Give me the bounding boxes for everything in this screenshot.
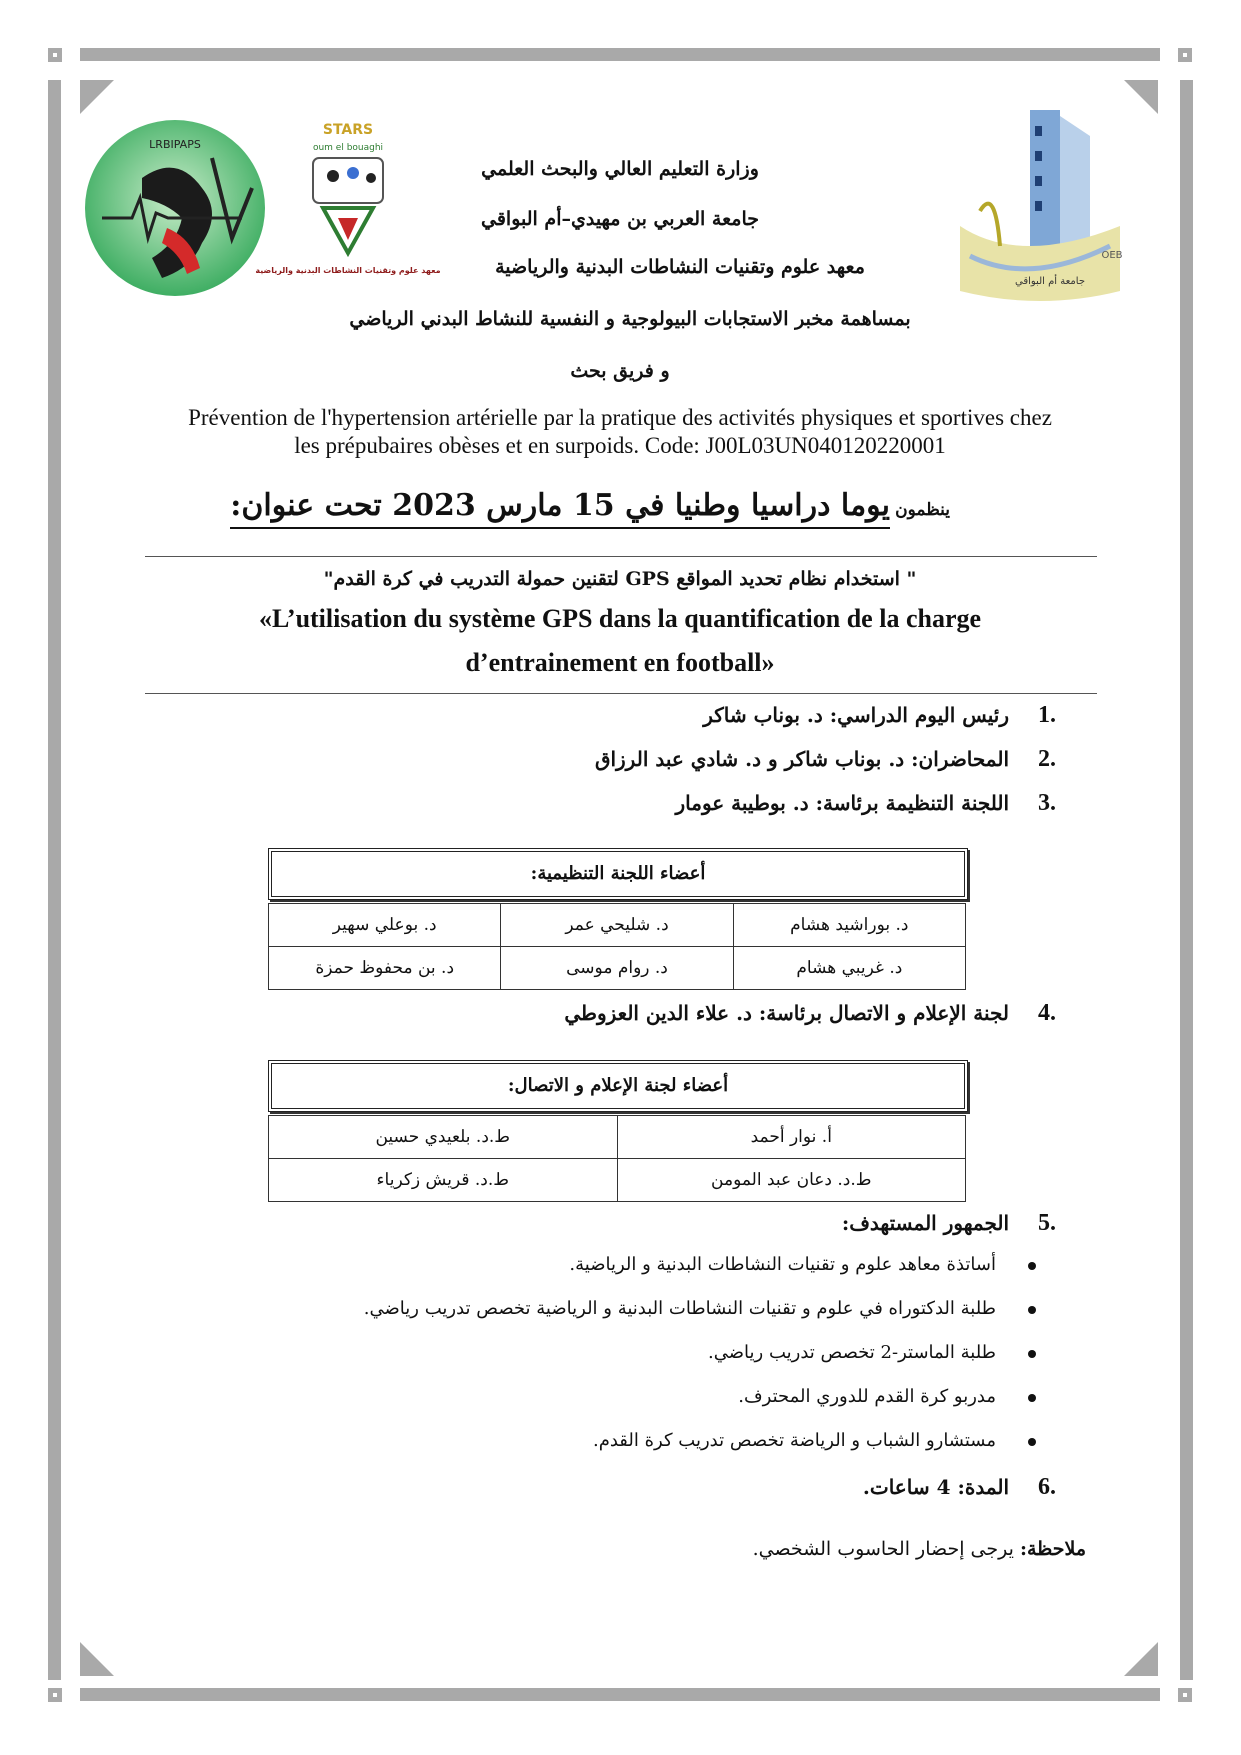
item-4: .4 لجنة الإعلام و الاتصال برئاسة: د. علاء الدين العزوطي [564, 1000, 1056, 1026]
org-committee-heading: أعضاء اللجنة التنظيمية: [268, 848, 968, 900]
table-row [269, 947, 966, 990]
item-1-label: رئيس اليوم الدراسي: [829, 703, 1010, 727]
frame-triangle-bl [80, 1642, 114, 1676]
title-rule-bottom [145, 693, 1097, 694]
institute-logo-top: STARS [322, 122, 374, 138]
frame-triangle-br [1124, 1642, 1158, 1676]
bullet-icon [1028, 1306, 1036, 1314]
item-5: .5 الجمهور المستهدف: [841, 1210, 1056, 1236]
title-rule-top [145, 556, 1097, 557]
table-cell: أ. نوار أحمد [617, 1116, 966, 1159]
lab-logo [82, 118, 268, 298]
item-5-label: الجمهور المستهدف: [841, 1211, 1010, 1235]
bullet-icon [1028, 1350, 1036, 1358]
title-french-2: d’entrainement en football» [465, 648, 775, 677]
list-item: طلبة الدكتوراه في علوم و تقنيات النشاطات البدنية و الرياضية تخصص تدريب رياضي. [364, 1298, 996, 1319]
list-item: مدربو كرة القدم للدوري المحترف. [738, 1386, 996, 1407]
frame-triangle-tl [80, 80, 114, 114]
announcement-prefix: ينظمون [895, 500, 950, 520]
institute-logo-sub: oum el bouaghi [312, 143, 384, 153]
item-2-value: د. بوناب شاكر و د. شادي عبد الرزاق [594, 747, 905, 771]
list-item: طلبة الماستر-2 تخصص تدريب رياضي. [708, 1342, 996, 1363]
frame-top [80, 48, 1160, 61]
university-logo-sub: OEB [1101, 250, 1123, 261]
table-cell: ط.د. قريش زكرياء [269, 1159, 618, 1202]
institute-name: معهد علوم وتقنيات النشاطات البدنية والرياضية [495, 256, 865, 278]
item-4-value: د. علاء الدين العزوطي [564, 1001, 752, 1025]
institute-logo-bottom: معهد علوم وتقنيات النشاطات البدنية والرياضية [255, 266, 441, 275]
frame-left [48, 80, 61, 1680]
bullet-icon [1028, 1262, 1036, 1270]
bullet-icon [1028, 1394, 1036, 1402]
note [753, 1538, 1086, 1560]
item-2: .2 المحاضران: د. بوناب شاكر و د. شادي عبد الرزاق [594, 746, 1056, 772]
frame-right [1180, 80, 1193, 1680]
table-row [269, 1116, 966, 1159]
announcement-main: يوما دراسيا وطنيا في 15 مارس 2023 تحت عنوان: [230, 488, 890, 529]
table-row [269, 904, 966, 947]
item-6: .6 المدة: 4 ساعات. [862, 1474, 1056, 1500]
item-2-label: المحاضران: [911, 747, 1010, 771]
org-committee-table [268, 903, 966, 990]
item-6-value: 4 ساعات. [862, 1475, 951, 1499]
university-logo [940, 106, 1140, 311]
project-line-2: les prépubaires obèses et en surpoids. Code: J00L03UN040120220001 [294, 433, 946, 458]
table-cell: ط.د. دعان عبد المومن [617, 1159, 966, 1202]
frame-bottom [80, 1688, 1160, 1701]
item-3-value: د. بوطيبة عومار [675, 791, 809, 815]
research-team: و فريق بحث [570, 360, 670, 382]
lab-logo-text: LRBIPAPS [149, 138, 201, 151]
table-cell: د. غريبي هشام [733, 947, 965, 990]
table-cell: ط.د. بلعيدي حسين [269, 1116, 618, 1159]
ministry-name: وزارة التعليم العالي والبحث العلمي [481, 158, 759, 180]
bullet-icon [1028, 1438, 1036, 1446]
frame-corner-br [1178, 1688, 1192, 1702]
item-3: .3 اللجنة التنظيمة برئاسة: د. بوطيبة عومار [675, 790, 1056, 816]
item-1: .1 رئيس اليوم الدراسي: د. بوناب شاكر [703, 702, 1056, 728]
item-1-value: د. بوناب شاكر [703, 703, 823, 727]
frame-corner-bl [48, 1688, 62, 1702]
table-cell: د. بن محفوظ حمزة [269, 947, 501, 990]
table-cell: د. روام موسى [501, 947, 733, 990]
media-committee-heading: أعضاء لجنة الإعلام و الاتصال: [268, 1060, 968, 1112]
announcement [230, 488, 950, 523]
note-text: يرجى إحضار الحاسوب الشخصي. [752, 1538, 1014, 1560]
list-item: مستشارو الشباب و الرياضة تخصص تدريب كرة القدم. [593, 1430, 996, 1451]
note-label: ملاحظة: [1019, 1538, 1086, 1560]
title-arabic: " استخدام نظام تحديد المواقع GPS لتقنين حمولة التدريب في كرة القدم" [323, 568, 917, 590]
media-committee-table [268, 1115, 966, 1202]
title-french-1: «L’utilisation du système GPS dans la quantification de la charge [258, 604, 982, 633]
table-row [269, 1159, 966, 1202]
item-6-label: المدة: [957, 1475, 1010, 1499]
university-name: جامعة العربي بن مهيدي–أم البواقي [481, 208, 759, 230]
list-item: أساتذة معاهد علوم و تقنيات النشاطات البدنية و الرياضية. [569, 1254, 996, 1275]
table-cell: د. بوعلي سهير [269, 904, 501, 947]
table-cell: د. شليحي عمر [501, 904, 733, 947]
item-4-label: لجنة الإعلام و الاتصال برئاسة: [758, 1001, 1010, 1025]
university-logo-text: جامعة أم البواقي [1015, 276, 1085, 287]
project-line-1: Prévention de l'hypertension artérielle par la pratique des activités physiques et sportives chez [188, 405, 1052, 430]
frame-corner-tr [1178, 48, 1192, 62]
lab-name: بمساهمة مخبر الاستجابات البيولوجية و النفسية للنشاط البدني الرياضي [349, 308, 911, 330]
table-cell: د. بوراشيد هشام [733, 904, 965, 947]
frame-corner-tl [48, 48, 62, 62]
item-3-label: اللجنة التنظيمة برئاسة: [815, 791, 1010, 815]
